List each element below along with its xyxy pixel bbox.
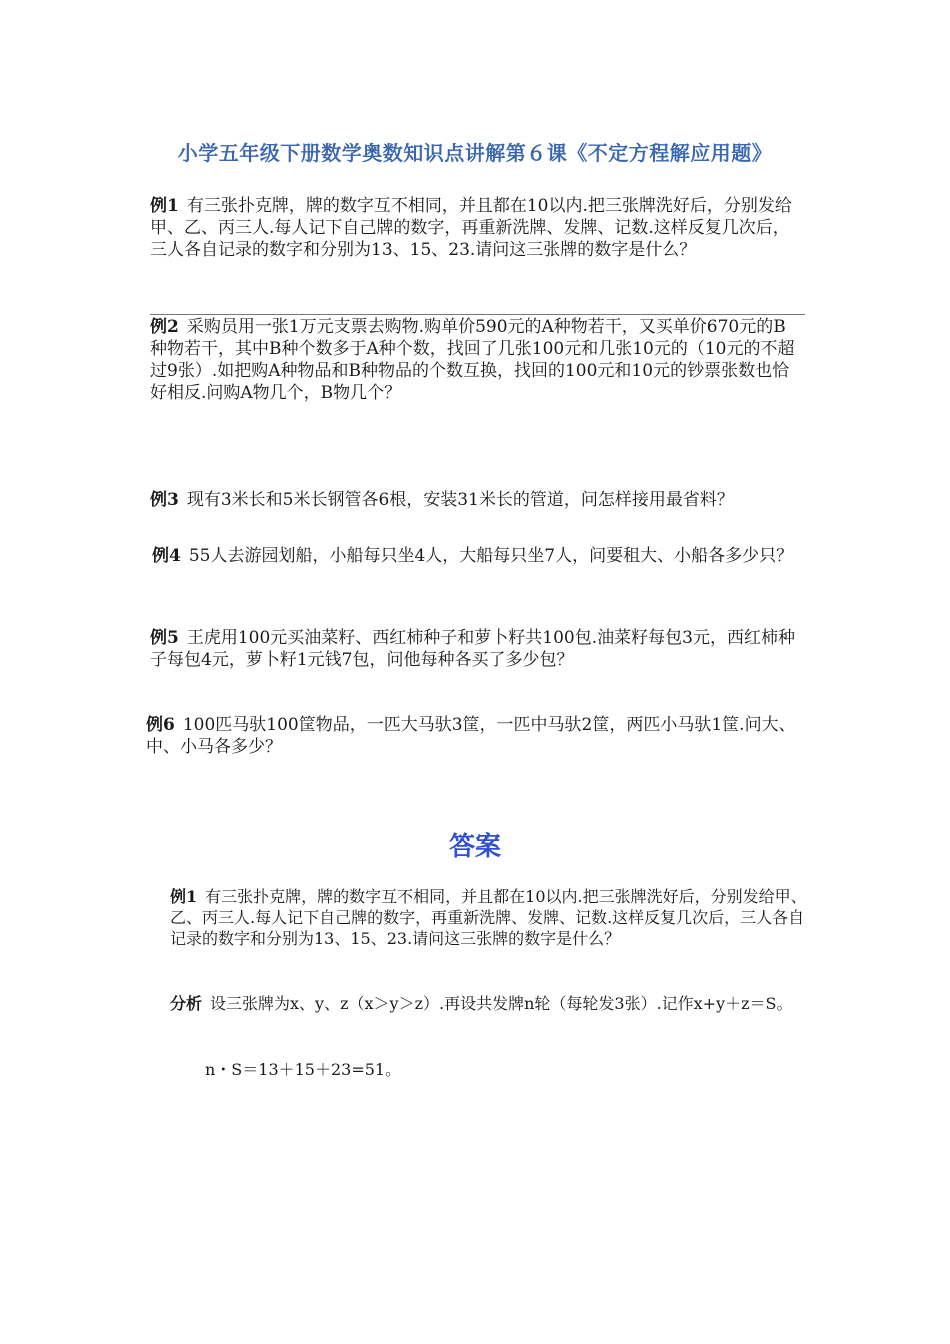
example-6-label: 例6 [146,715,175,735]
answer-example-1-text: 有三张扑克牌，牌的数字互不相同，并且都在10以内.把三张牌洗好后，分别发给甲、乙、丙三人.每人记下自己牌的数字，再重新洗牌、发牌、记数.这样反复几次后，三人各自记录的数字和分别为13、15、23.请问这三张牌的数字是什么？ [170,887,807,948]
example-4-text: 55人去游园划船，小船每只坐4人，大船每只坐7人，问要租大、小船各多少只？ [188,546,794,566]
example-3-label: 例3 [150,490,179,510]
example-5-text: 王虎用100元买油菜籽、西红柿种子和萝卜籽共100包.油菜籽每包3元，西红柿种子每包4元，萝卜籽1元钱7包，问他每种各买了多少包？ [150,628,795,670]
example-4-label: 例4 [152,546,181,566]
example-3 [150,489,802,511]
analysis-text: 设三张牌为x、y、z（x＞y＞z）.再设共发牌n轮（每轮发3张）.记作x+y＋z＝S。 [210,994,793,1013]
analysis [170,993,810,1014]
example-5-label: 例5 [150,628,179,648]
example-2-text: 采购员用一张1万元支票去购物.购单价590元的A种物若干，又买单价670元的B种物若干，其中B种个数多于A种个数，找回了几张100元和几张10元的（10元的不超过9张）.如把购A种物品和B种物品的个数互换，找回的100元和10元的钞票张数也恰好相反.问购A物几个，B物几个？ [150,317,795,403]
answer-example-1 [170,886,810,949]
formula: n・S＝13＋15＋23=51。 [205,1060,402,1079]
example-1 [150,195,802,261]
divider-line [150,314,805,315]
answer-heading: 答案 [448,832,501,862]
example-6 [146,714,806,758]
example-3-text: 现有3米长和5米长钢管各6根，安装31米长的管道，问怎样接用最省料？ [186,490,734,510]
example-1-text: 有三张扑克牌，牌的数字互不相同，并且都在10以内.把三张牌洗好后，分别发给甲、乙、丙三人.每人记下自己牌的数字，再重新洗牌、发牌、记数.这样反复几次后，三人各自记录的数字和分别为13、15、23.请问这三张牌的数字是什么？ [150,196,792,260]
example-2 [150,316,802,404]
example-2-label: 例2 [150,317,179,337]
example-6-text: 100匹马驮100筐物品，一匹大马驮3筐，一匹中马驮2筐，两匹小马驮1筐.问大、中、小马各多少？ [146,715,796,757]
example-5 [150,627,802,671]
page-title: 小学五年级下册数学奥数知识点讲解第６课《不定方程解应用题》 [177,141,773,165]
example-4 [152,545,804,567]
answer-example-1-label: 例1 [170,887,198,906]
analysis-label: 分析 [170,994,203,1013]
example-1-label: 例1 [150,196,179,216]
